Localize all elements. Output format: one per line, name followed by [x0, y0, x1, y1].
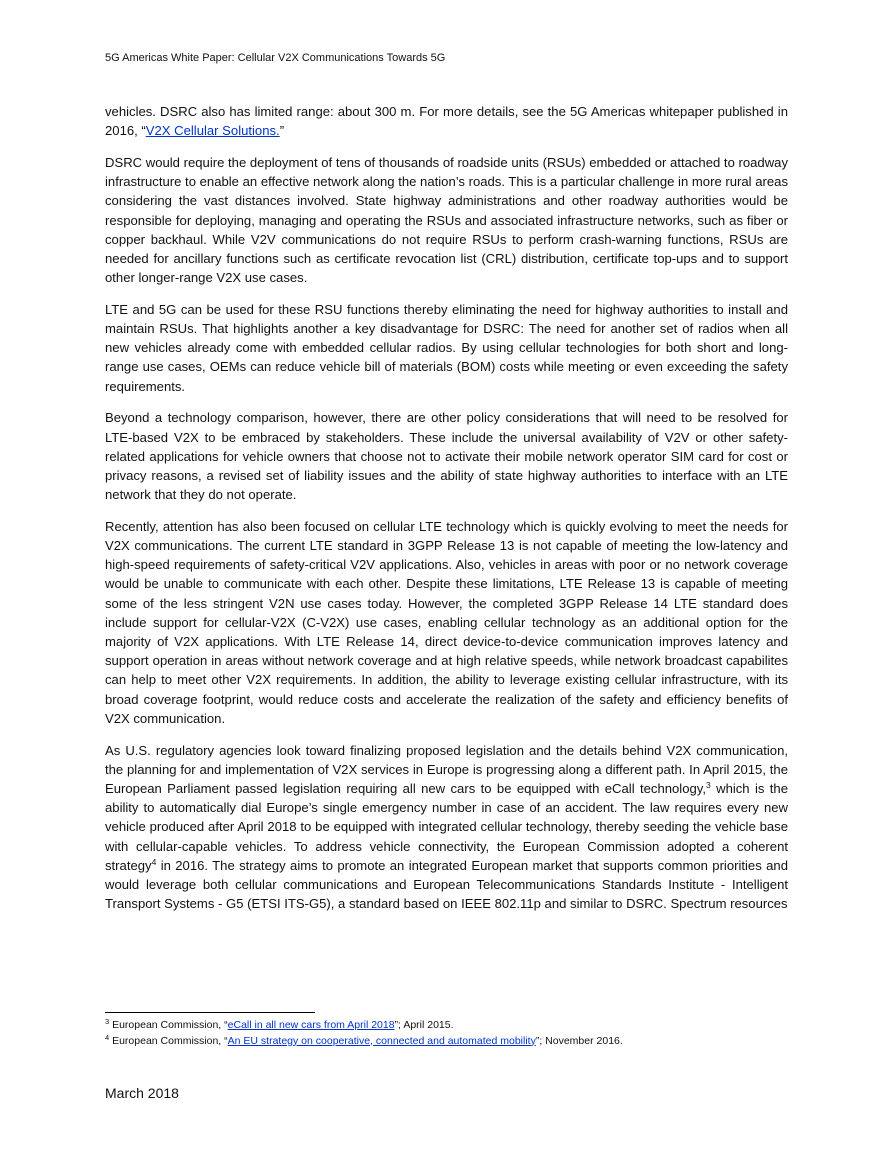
paragraph-text: which is the ability to automatically dial Europe’s single emergency number in case of an accident. The law requires every new vehicle produced after April 2018 to be equipped with integrated cellular technology, thereby seeding the vehicle base with cellular-capable vehicles. To address vehicle connectivity, the European Commission adopted a coherent strategy — [105, 781, 788, 873]
footnote-ref[interactable]: 4 — [151, 856, 157, 867]
paragraph-text: vehicles. DSRC also has limited range: about 300 m. For more details, see the 5G Americas whitepaper published in 2016, “ — [105, 104, 788, 139]
ecall-link[interactable]: eCall in all new cars from April 2018 — [227, 1019, 395, 1031]
body-text — [105, 102, 788, 926]
paragraph-text: ” — [279, 123, 285, 139]
paragraph — [105, 102, 788, 140]
footnote-text: ”; November 2016. — [535, 1034, 623, 1047]
footnote — [105, 1018, 623, 1034]
footnote-ref[interactable]: 3 — [706, 780, 711, 790]
paragraph-text: in 2016. The strategy aims to promote an integrated European market that supports common priorities and would leverage both cellular communications and European Telecommunications Standards Institute - Intelligent Transport Systems - G5 (ETSI ITS-G5), a standard based on IEEE 802.11p and similar to DSRC. Spectrum resources — [105, 857, 788, 912]
paragraph-text: As U.S. regulatory agencies look toward finalizing proposed legislation and the details behind V2X communication, the planning for and implementation of V2X services in Europe is progressing along a different path. In April 2015, the European Parliament passed legislation requiring all new cars to be equipped with eCall technology, — [105, 742, 788, 796]
footnote-text: European Commission, “ — [109, 1034, 228, 1047]
page-footer-date: March 2018 — [105, 1085, 179, 1101]
running-header: 5G Americas White Paper: Cellular V2X Communications Towards 5G — [105, 52, 446, 64]
footnote-number: 3 — [105, 1017, 110, 1026]
paragraph: DSRC would require the deployment of tens of thousands of roadside units (RSUs) embedded or attached to roadway infrastructure to enable an effective network along the nation’s roads. This is a particular challenge in more rural areas considering the vast distances involved. State highway administrations and other roadway authorities would be responsible for deploying, managing and operating the RSUs and associated infrastructure networks, such as fiber or copper backhaul. While V2V communications do not require RSUs to perform crash-warning functions, RSUs are needed for ancillary functions such as certificate revocation list (CRL) distribution, certificate top-ups and to support other longer-range V2X use cases. — [105, 154, 788, 286]
footnote-divider — [105, 1012, 315, 1013]
footnotes — [105, 1018, 623, 1049]
paragraph: LTE and 5G can be used for these RSU functions thereby eliminating the need for highway authorities to install and maintain RSUs. That highlights another a key disadvantage for DSRC: The need for another set of radios when all new vehicles already come with embedded cellular radios. By using cellular technologies for both short and long-range use cases, OEMs can reduce vehicle bill of materials (BOM) costs while meeting or even exceeding the safety requirements. — [105, 301, 788, 394]
footnote-text: European Commission, “ — [109, 1019, 228, 1031]
paragraph — [105, 741, 788, 914]
v2x-cellular-solutions-link[interactable]: V2X Cellular Solutions. — [145, 123, 280, 139]
eu-strategy-link[interactable]: An EU strategy on cooperative, connected and automated mobility — [227, 1034, 536, 1047]
footnote-text: ”; April 2015. — [394, 1019, 454, 1031]
footnote — [105, 1034, 623, 1050]
footnote-number: 4 — [105, 1032, 110, 1042]
paragraph: Recently, attention has also been focused on cellular LTE technology which is quickly evolving to meet the needs for V2X communications. The current LTE standard in 3GPP Release 13 is not capable of meeting the low-latency and high-speed requirements of safety-critical V2V applications. Also, vehicles in areas with poor or no network coverage would be unable to communicate with each other. Despite these limitations, LTE Release 13 is capable of meeting some of the less stringent V2N use cases today. However, the completed 3GPP Release 14 LTE standard does include support for cellular-V2X (C-V2X) use cases, enabling cellular technology as an additional option for the majority of V2X applications. With LTE Release 14, direct device-to-device communication improves latency and support operation in areas without network coverage and at high relative speeds, while network broadcast capabilites can help to meet other V2X requirements. In addition, the ability to leverage existing cellular infrastructure, with its broad coverage footprint, would reduce costs and accelerate the realization of the safety and efficiency benefits of V2X communication. — [105, 518, 788, 726]
paragraph: Beyond a technology comparison, however, there are other policy considerations that will need to be resolved for LTE-based V2X to be embraced by stakeholders. These include the universal availability of V2V or other safety-related applications for vehicle owners that choose not to activate their mobile network operator SIM card for cost or privacy reasons, a revised set of liability issues and the ability of state highway authorities to interface with an LTE network that they do not operate. — [105, 410, 788, 503]
